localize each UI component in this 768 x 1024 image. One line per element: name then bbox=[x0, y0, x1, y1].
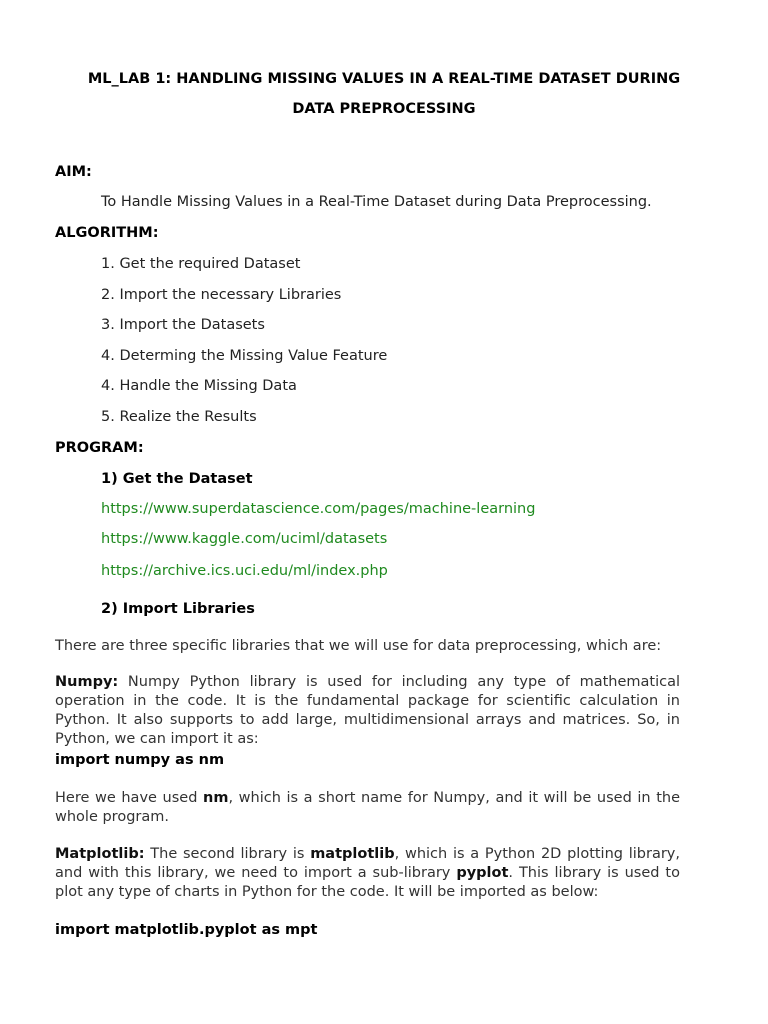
aim-text: To Handle Missing Values in a Real-Time Dataset during Data Preprocessing. bbox=[101, 194, 652, 210]
numpy-description: Numpy Python library is used for including any type of mathematical operation in the code. It is the fundamental package for scientific calculation in Python. It also supports to add large, multidimensional arrays and matrices. So, in Python, we can import it as: bbox=[55, 674, 680, 747]
matplotlib-bold-2: pyplot bbox=[456, 865, 509, 881]
algorithm-step: 4. Determing the Missing Value Feature bbox=[101, 348, 388, 364]
numpy-paragraph bbox=[55, 673, 680, 749]
document-title-line-2: DATA PREPROCESSING bbox=[292, 101, 476, 117]
matplotlib-import-code: import matplotlib.pyplot as mpt bbox=[55, 922, 318, 938]
matplotlib-bold-1: matplotlib bbox=[310, 846, 395, 862]
algorithm-step: 4. Handle the Missing Data bbox=[101, 378, 297, 394]
document-title-line-1: ML_LAB 1: HANDLING MISSING VALUES IN A REAL-TIME DATASET DURING bbox=[87, 71, 681, 87]
algorithm-step: 2. Import the necessary Libraries bbox=[101, 287, 342, 303]
algorithm-step: 1. Get the required Dataset bbox=[101, 256, 301, 272]
matplotlib-text-1: The second library is bbox=[144, 846, 311, 862]
program-heading: PROGRAM: bbox=[55, 440, 144, 456]
numpy-note-pre: Here we have used bbox=[55, 790, 204, 806]
matplotlib-label: Matplotlib: bbox=[55, 846, 145, 862]
numpy-label: Numpy: bbox=[55, 674, 119, 690]
matplotlib-text-3: . This library is used to plot any type of charts in Python for the code. It will be imported as below: bbox=[55, 865, 680, 900]
numpy-note bbox=[55, 789, 680, 827]
step1-heading: 1) Get the Dataset bbox=[101, 471, 253, 487]
dataset-link-kaggle[interactable]: https://www.kaggle.com/uciml/datasets bbox=[101, 531, 388, 547]
libraries-intro: There are three specific libraries that we will use for data preprocessing, which are: bbox=[55, 638, 662, 654]
algorithm-step: 3. Import the Datasets bbox=[101, 317, 265, 333]
matplotlib-paragraph bbox=[55, 845, 680, 902]
algorithm-step: 5. Realize the Results bbox=[101, 409, 257, 425]
step2-heading: 2) Import Libraries bbox=[101, 601, 255, 617]
dataset-link-superdatascience[interactable]: https://www.superdatascience.com/pages/machine-learning bbox=[101, 501, 536, 517]
aim-heading: AIM: bbox=[55, 164, 92, 180]
numpy-import-code: import numpy as nm bbox=[55, 752, 225, 768]
dataset-link-uci[interactable]: https://archive.ics.uci.edu/ml/index.php bbox=[101, 563, 388, 579]
matplotlib-text-2: , which is a Python 2D plotting library, and with this library, we need to import a sub-library bbox=[55, 846, 680, 881]
numpy-alias: nm bbox=[203, 790, 229, 806]
numpy-note-post: , which is a short name for Numpy, and it will be used in the whole program. bbox=[55, 790, 680, 825]
algorithm-heading: ALGORITHM: bbox=[55, 225, 159, 241]
